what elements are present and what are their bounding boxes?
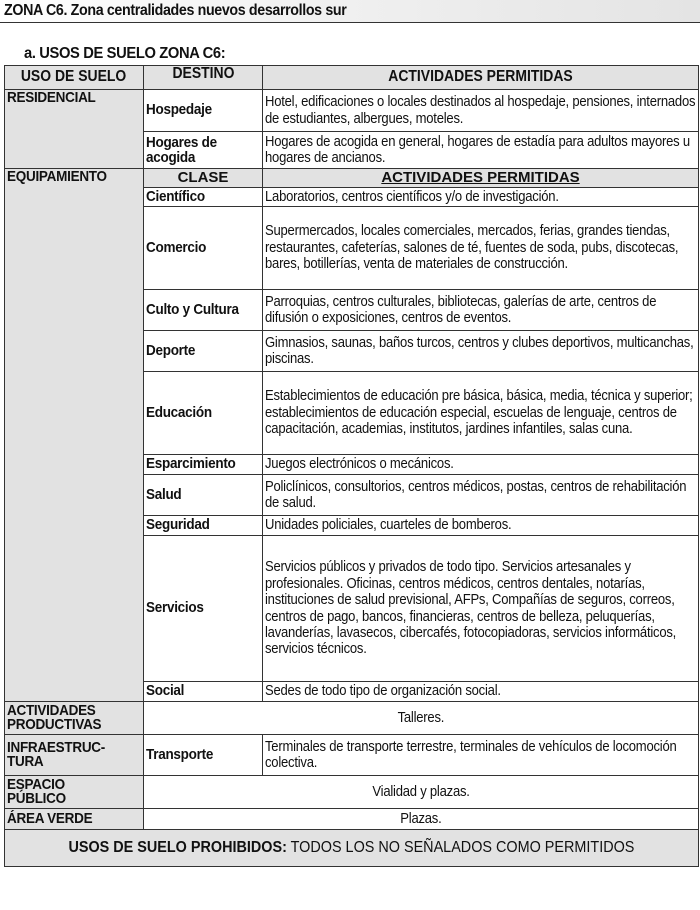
actividades-cell: Establecimientos de educación pre básica, básica, media, técnica y superior; establecimientos de educación especial, escuelas de lenguaje, centros de capacitación, academias, institutos, jardines infantiles, salas cuna. (263, 372, 699, 455)
actividades-cell: Sedes de todo tipo de organización social. (263, 682, 699, 702)
use-residencial: RESIDENCIAL (5, 90, 144, 169)
use-area-verde: ÁREA VERDE (5, 809, 144, 830)
use-equipamiento: EQUIPAMIENTO (5, 169, 144, 702)
prohibited-label: USOS DE SUELO PROHIBIDOS: (68, 838, 287, 856)
actividades-cell: Hogares de acogida en general, hogares de estadía para adultos mayores u hogares de ancianos. (263, 132, 699, 169)
header-destino: DESTINO (144, 66, 263, 90)
table-subheader-row (5, 169, 699, 188)
clase-cell: Esparcimiento (144, 455, 263, 475)
use-actividades-productivas: ACTIVIDADES PRODUCTIVAS (5, 702, 144, 735)
subheader-clase: CLASE (144, 169, 263, 188)
actividades-cell: Plazas. (144, 809, 699, 830)
zone-title: ZONA C6. Zona centralidades nuevos desarrollos sur (4, 2, 347, 19)
destino-cell: Hospedaje (144, 90, 263, 132)
use-infraestructura: INFRAESTRUC- TURA (5, 735, 144, 776)
table-row (5, 809, 699, 830)
actividades-cell: Hotel, edificaciones o locales destinados al hospedaje, pensiones, internados de estudiantes, albergues, moteles. (263, 90, 699, 132)
header-actividades: ACTIVIDADES PERMITIDAS (263, 66, 699, 90)
header-uso-de-suelo: USO DE SUELO (5, 66, 144, 90)
prohibited-uses (5, 830, 699, 867)
destino-cell: Hogares de acogida (144, 132, 263, 169)
clase-cell: Deporte (144, 331, 263, 372)
zone-title-bar (0, 0, 700, 23)
clase-cell: Social (144, 682, 263, 702)
land-use-table (4, 65, 699, 867)
table-footer-row (5, 830, 699, 867)
clase-cell: Educación (144, 372, 263, 455)
clase-cell: Comercio (144, 207, 263, 290)
actividades-cell: Supermercados, locales comerciales, mercados, ferias, grandes tiendas, restaurantes, cafeterías, salones de té, fuentes de soda, pubs, discotecas, bares, botillerías, venta de materiales de construcción. (263, 207, 699, 290)
actividades-cell: Unidades policiales, cuarteles de bomberos. (263, 516, 699, 536)
use-espacio-publico: ESPACIO PÚBLICO (5, 776, 144, 809)
prohibited-text: TODOS LOS NO SEÑALADOS COMO PERMITIDOS (286, 838, 635, 856)
table-row (5, 735, 699, 776)
actividades-cell: Vialidad y plazas. (144, 776, 699, 809)
section-title: a. USOS DE SUELO ZONA C6: (24, 45, 226, 62)
table-header-row (5, 66, 699, 90)
clase-cell: Culto y Cultura (144, 290, 263, 331)
actividades-cell: Servicios públicos y privados de todo tipo. Servicios artesanales y profesionales. Oficinas, centros médicos, centros dentales, notarías, instituciones de salud previsional, AFPs, Compañías de seguros, correos, centros de pago, bancos, financieras, centros de belleza, peluquerías, lavanderías, lavasecos, cibercafés, fotocopiadoras, servicios informáticos, servicios técnicos. (263, 536, 699, 682)
actividades-cell: Juegos electrónicos o mecánicos. (263, 455, 699, 475)
clase-cell: Servicios (144, 536, 263, 682)
clase-cell: Seguridad (144, 516, 263, 536)
destino-cell: Transporte (144, 735, 263, 776)
actividades-cell: Talleres. (144, 702, 699, 735)
actividades-cell: Gimnasios, saunas, baños turcos, centros y clubes deportivos, multicanchas, piscinas. (263, 331, 699, 372)
actividades-cell: Terminales de transporte terrestre, terminales de vehículos de locomoción colectiva. (263, 735, 699, 776)
table-row (5, 776, 699, 809)
subheader-actividades: ACTIVIDADES PERMITIDAS (263, 169, 699, 188)
table-row (5, 90, 699, 132)
table-row (5, 702, 699, 735)
actividades-cell: Policlínicos, consultorios, centros médicos, postas, centros de rehabilitación de salud. (263, 475, 699, 516)
clase-cell: Salud (144, 475, 263, 516)
actividades-cell: Laboratorios, centros científicos y/o de investigación. (263, 188, 699, 207)
clase-cell: Científico (144, 188, 263, 207)
actividades-cell: Parroquias, centros culturales, bibliotecas, galerías de arte, centros de difusión o exposiciones, centros de eventos. (263, 290, 699, 331)
